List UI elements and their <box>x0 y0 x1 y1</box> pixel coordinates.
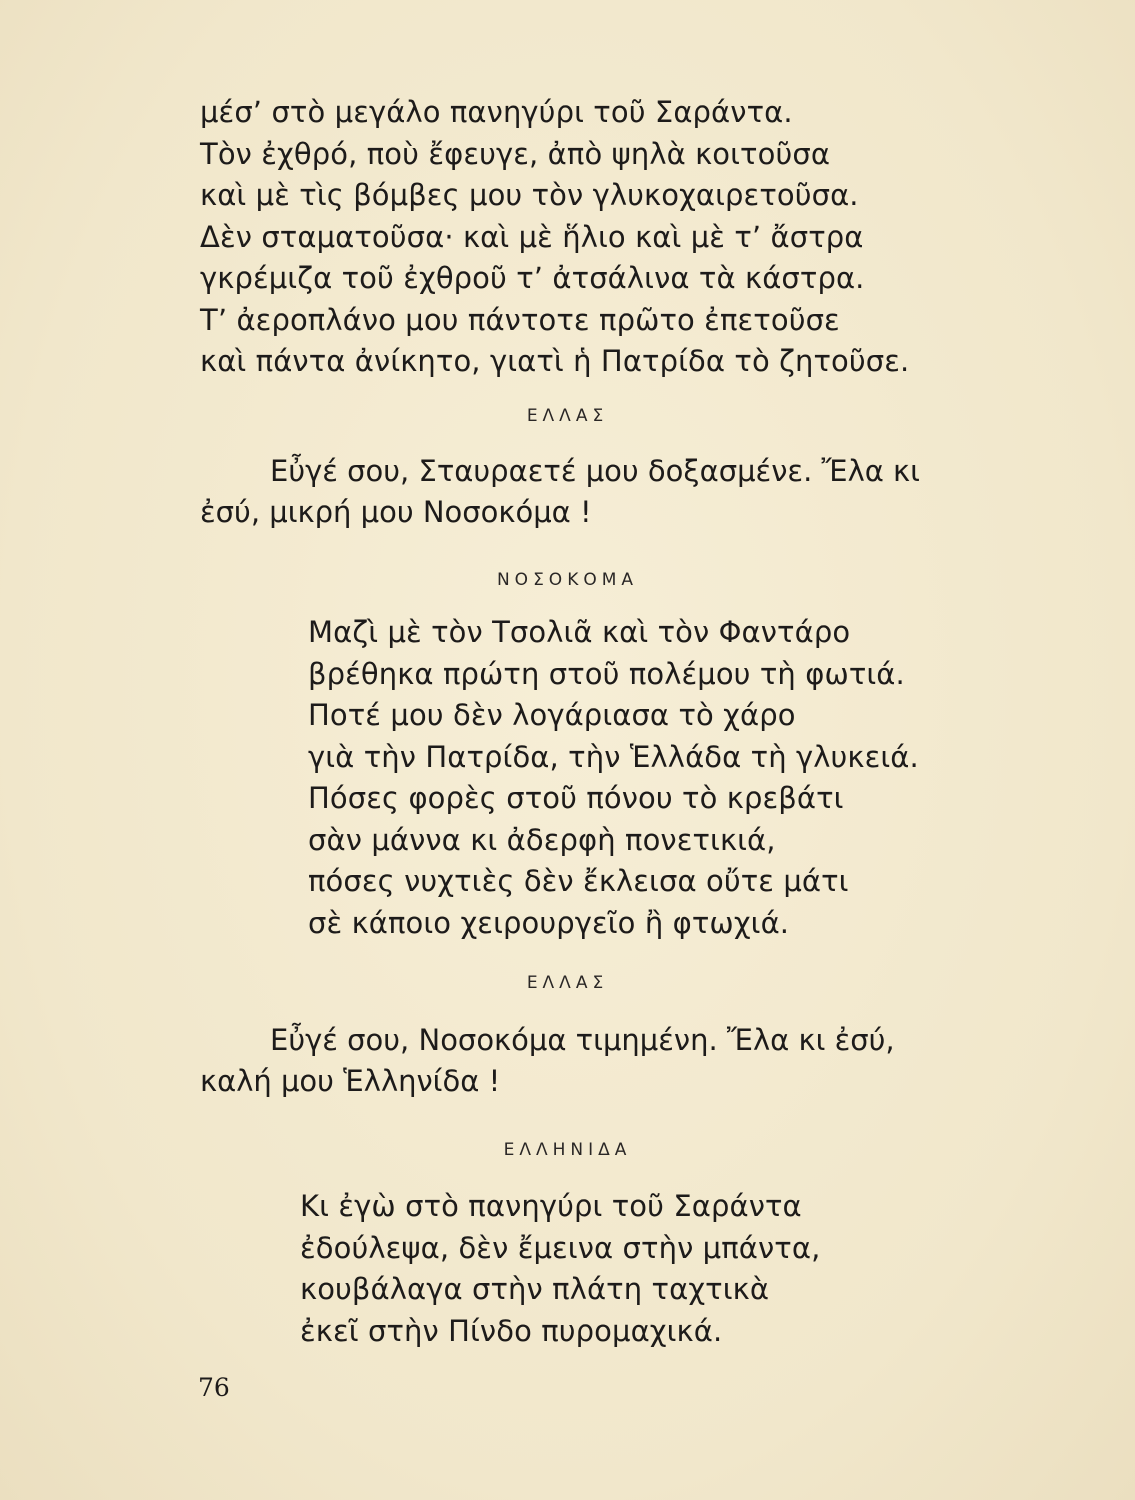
verse-line: Τὸν ἐχθρό, ποὺ ἔφευγε, ἀπὸ ψηλὰ κοιτοῦσα <box>200 136 831 171</box>
verse-line: Ποτέ μου δὲν λογάριασα τὸ χάρο <box>308 698 796 732</box>
prose-line: Εὖγέ σου, Νοσοκόμα τιμημένη. Ἔλα κι ἐσύ, <box>270 1023 895 1057</box>
verse-line: Μαζὶ μὲ τὸν Τσολιᾶ καὶ τὸν Φαντάρο <box>308 615 851 649</box>
verse-line: σὲ κάποιο χειρουργεῖο ἢ φτωχιά. <box>308 905 790 940</box>
verse-line: μέσ’ στὸ μεγάλο πανηγύρι τοῦ Σαράντα. <box>200 95 793 129</box>
verse-line: βρέθηκα πρώτη στοῦ πολέμου τὴ φωτιά. <box>308 656 905 691</box>
verse-block-aviator <box>200 92 909 383</box>
dialogue-paragraph <box>200 1020 895 1102</box>
verse-line: σὰν μάννα κι ἀδερφὴ πονετικιά, <box>308 822 776 857</box>
verse-line: Τ’ ἀεροπλάνο μου πάντοτε πρῶτο ἐπετοῦσε <box>200 302 840 337</box>
prose-line: ἐσύ, μικρή μου Νοσοκόμα ! <box>200 495 592 529</box>
verse-line: ἐκεῖ στὴν Πίνδο πυρομαχικά. <box>300 1313 723 1348</box>
verse-line: γκρέμιζα τοῦ ἐχθροῦ τ’ ἀτσάλινα τὰ κάστρα. <box>200 261 865 295</box>
verse-line: κουβάλαγα στὴν πλάτη ταχτικὰ <box>300 1272 770 1306</box>
verse-line: Πόσες φορὲς στοῦ πόνου τὸ κρεβάτι <box>308 781 844 815</box>
speaker-name: ΕΛΛΑΣ <box>526 973 609 993</box>
prose-line: Εὖγέ σου, Σταυραετέ μου δοξασμένε. Ἔλα κι <box>270 454 920 488</box>
verse-line: πόσες νυχτιὲς δὲν ἔκλεισα οὔτε μάτι <box>308 864 849 898</box>
verse-line: καὶ μὲ τὶς βόμβες μου τὸν γλυκοχαιρετοῦσα. <box>200 178 859 212</box>
prose-line: καλή μου Ἑλληνίδα ! <box>200 1064 501 1098</box>
verse-block-nurse <box>308 612 919 944</box>
speaker-name: ΕΛΛΗΝΙΔΑ <box>503 1140 632 1160</box>
page-number: 76 <box>198 1373 230 1402</box>
verse-line: Κι ἐγὼ στὸ πανηγύρι τοῦ Σαράντα <box>300 1189 802 1223</box>
verse-line: ἐδούλεψα, δὲν ἔμεινα στὴν μπάντα, <box>300 1230 821 1265</box>
verse-line: γιὰ τὴν Πατρίδα, τὴν Ἑλλάδα τὴ γλυκειά. <box>308 739 919 774</box>
speaker-name: ΝΟΣΟΚΟΜΑ <box>496 570 639 590</box>
speaker-name: ΕΛΛΑΣ <box>526 406 609 426</box>
verse-line: Δὲν σταματοῦσα· καὶ μὲ ἥλιο καὶ μὲ τ’ ἄστρα <box>200 219 864 254</box>
dialogue-paragraph <box>200 451 920 533</box>
verse-block-greek-woman <box>300 1186 820 1352</box>
verse-line: καὶ πάντα ἀνίκητο, γιατὶ ἡ Πατρίδα τὸ ζητοῦσε. <box>200 344 910 378</box>
